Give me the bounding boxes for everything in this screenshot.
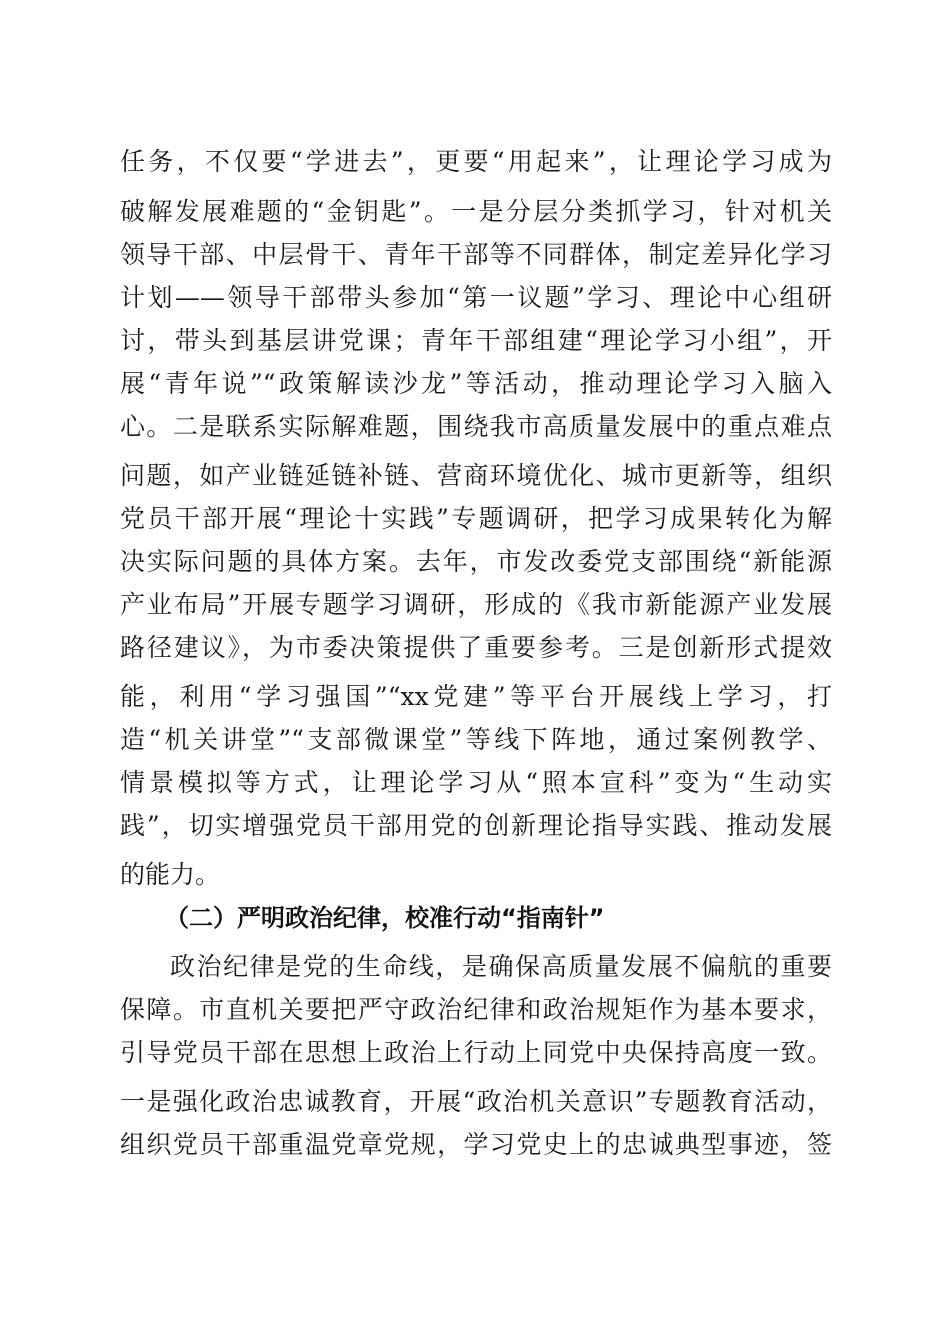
paragraph-line: 造“机关讲堂”“支部微课堂”等线下阵地，通过案例教学、 [120, 725, 832, 754]
paragraph-line: 组织党员干部重温党章党规，学习党史上的忠诚典型事迹，签 [120, 1130, 832, 1159]
paragraph-line: 党员干部开展“理论十实践”专题调研，把学习成果转化为解 [120, 504, 832, 533]
paragraph-line: 能，利用“学习强国”“xx党建”等平台开展线上学习，打 [120, 682, 832, 711]
paragraph-line: 破解发展难题的“金钥匙”。一是分层分类抓学习，针对机关 [120, 197, 832, 226]
paragraph-line: 问题，如产业链延链补链、营商环境优化、城市更新等，组织 [120, 461, 832, 490]
paragraph-line: 践”，切实增强党员干部用党的创新理论指导实践、推动发展 [120, 811, 832, 840]
paragraph-line: 计划——领导干部带头参加“第一议题”学习、理论中心组研 [120, 283, 832, 312]
paragraph-line: 产业布局”开展专题学习调研，形成的《我市新能源产业发展 [120, 590, 832, 619]
paragraph-line: 心。二是联系实际解难题，围绕我市高质量发展中的重点难点 [120, 412, 832, 441]
paragraph-line: 决实际问题的具体方案。去年，市发改委党支部围绕“新能源 [120, 547, 832, 576]
paragraph-line: 引导党员干部在思想上政治上行动上同党中央保持高度一致。 [120, 1038, 832, 1067]
section-heading: （二）严明政治纪律，校准行动“指南针” [165, 904, 605, 932]
paragraph-line: 保障。市直机关要把严守政治纪律和政治规矩作为基本要求， [120, 995, 832, 1024]
paragraph-line: 展“青年说”“政策解读沙龙”等活动，推动理论学习入脑入 [120, 369, 832, 398]
paragraph-line: 讨，带头到基层讲党课；青年干部组建“理论学习小组”，开 [120, 326, 832, 355]
paragraph-line: 任务，不仅要“学进去”，更要“用起来”，让理论学习成为 [120, 147, 832, 176]
paragraph-line: 情景模拟等方式，让理论学习从“照本宣科”变为“生动实 [120, 768, 832, 797]
paragraph-line: 的能力。 [120, 860, 221, 889]
paragraph-line: 路径建议》，为市委决策提供了重要参考。三是创新形式提效 [120, 633, 832, 662]
paragraph-line: 一是强化政治忠诚教育，开展“政治机关意识”专题教育活动， [120, 1087, 832, 1116]
paragraph-line: 政治纪律是党的生命线，是确保高质量发展不偏航的重要 [170, 952, 832, 981]
paragraph-line: 领导干部、中层骨干、青年干部等不同群体，制定差异化学习 [120, 240, 832, 269]
